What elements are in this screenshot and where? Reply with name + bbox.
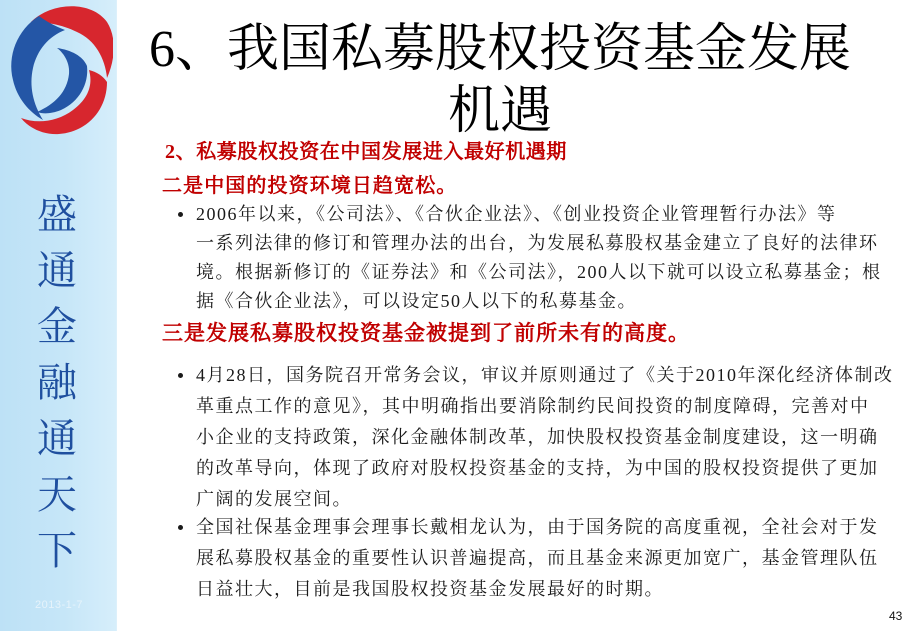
section-heading-environment: 二是中国的投资环境日趋宽松。 — [162, 175, 458, 197]
bullet-dot-icon — [178, 373, 183, 378]
slide-date: 2013-1-7 — [35, 599, 84, 611]
sidebar-slogan: 盛通金融通天下 — [37, 192, 77, 574]
bullet-line: 境。根据新修订的《证券法》和《公司法》，200人以下就可以设立私募基金；根 — [196, 262, 882, 282]
bullet-text — [196, 200, 882, 316]
bullet-text — [196, 512, 879, 605]
bullet-item — [176, 200, 882, 316]
company-logo-icon — [3, 0, 113, 140]
bullet-line: 4月28日，国务院召开常务会议，审议并原则通过了《关于2010年深化经济体制改 — [196, 365, 894, 385]
bullet-line: 日益壮大，目前是我国股权投资基金发展最好的时期。 — [196, 579, 664, 599]
bullet-dot-icon — [178, 525, 183, 530]
bullet-line: 2006年以来，《公司法》、《合伙企业法》、《创业投资企业管理暂行办法》等 — [196, 204, 837, 224]
bullet-line: 全国社保基金理事会理事长戴相龙认为，由于国务院的高度重视，全社会对于发 — [196, 517, 879, 537]
bullet-line: 的改革导向，体现了政府对股权投资基金的支持，为中国的股权投资提供了更加 — [196, 458, 879, 478]
sidebar — [0, 0, 117, 631]
bullet-line: 革重点工作的意见》，其中明确指出要消除制约民间投资的制度障碍，完善对中 — [196, 396, 870, 416]
page-number: 43 — [889, 609, 903, 623]
bullet-line: 展私募股权基金的重要性认识普遍提高，而且基金来源更加宽广，基金管理队伍 — [196, 548, 879, 568]
bullet-line: 广阔的发展空间。 — [196, 489, 352, 509]
bullet-item — [176, 512, 879, 605]
bullet-text — [196, 360, 894, 515]
bullet-line: 一系列法律的修订和管理办法的出台，为发展私募股权基金建立了良好的法律环 — [196, 233, 879, 253]
slide-subtitle: 2、私募股权投资在中国发展进入最好机遇期 — [165, 141, 567, 163]
bullet-dot-icon — [178, 212, 183, 217]
bullet-line: 据《合伙企业法》，可以设定50人以下的私募基金。 — [196, 291, 637, 311]
slide-title: 6、我国私募股权投资基金发展机遇 — [148, 21, 851, 140]
section-heading-priority: 三是发展私募股权投资基金被提到了前所未有的高度。 — [162, 321, 690, 345]
bullet-item — [176, 360, 894, 515]
bullet-line: 小企业的支持政策，深化金融体制改革，加快股权投资基金制度建设，这一明确 — [196, 427, 879, 447]
